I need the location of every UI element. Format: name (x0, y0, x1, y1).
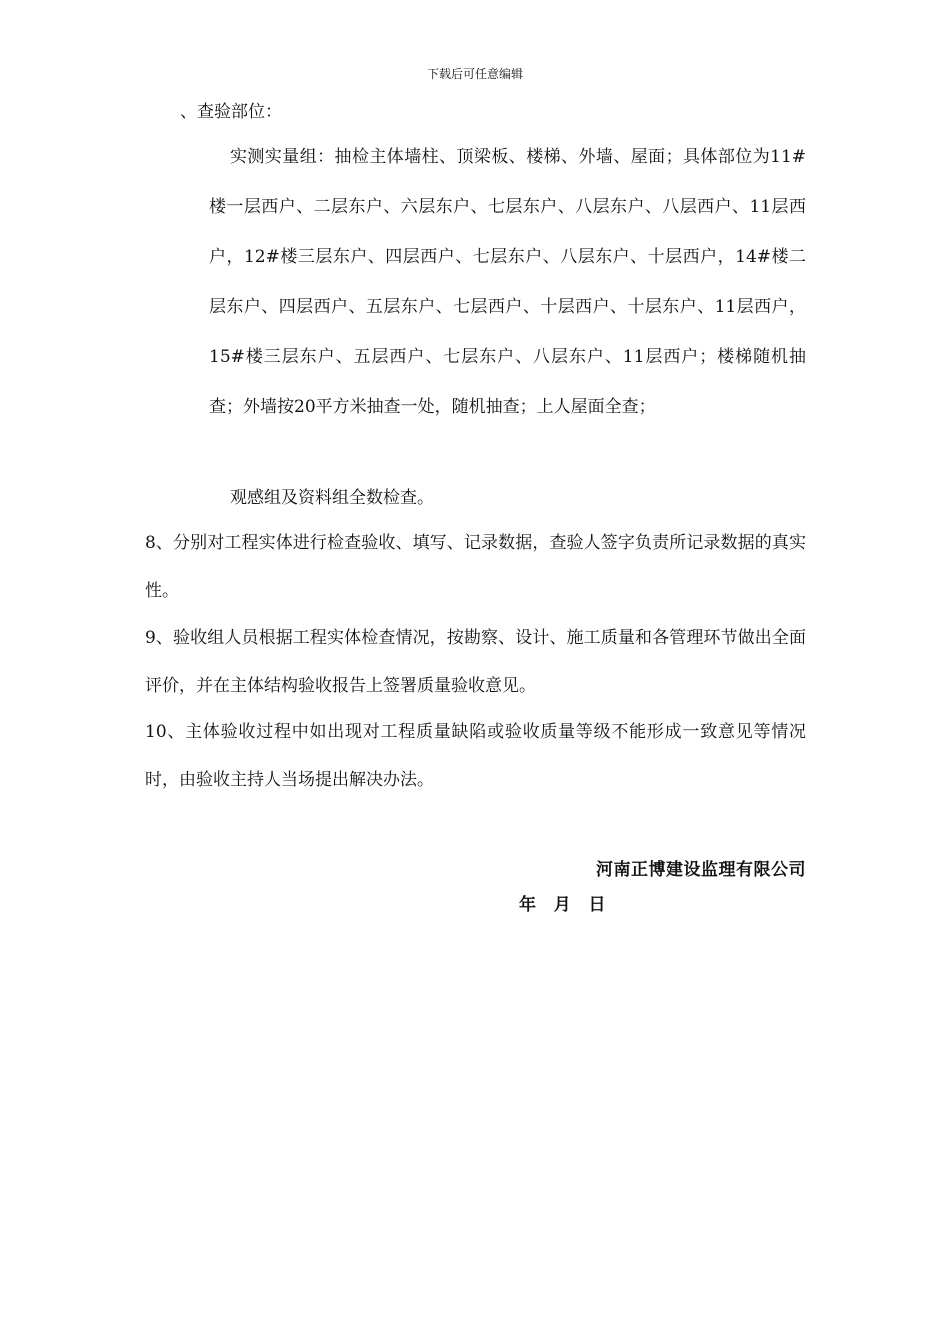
item-9-paragraph: 9、验收组人员根据工程实体检查情况，按勘察、设计、施工质量和各管理环节做出全面评价，并在主体结构验收报告上签署质量验收意见。 (145, 628, 806, 696)
date-line: 年 月 日 (519, 895, 606, 915)
visual-group-paragraph: 观感组及资料组全数检查。 (230, 488, 434, 508)
company-name: 河南正博建设监理有限公司 (596, 860, 806, 880)
section-heading: 、查验部位： (180, 102, 282, 122)
item-8-paragraph: 8、分别对工程实体进行检查验收、填写、记录数据，查验人签字负责所记录数据的真实性。 (145, 533, 806, 601)
measure-group-paragraph: 实测实量组：抽检主体墙柱、顶梁板、楼梯、外墙、屋面；具体部位为11#楼一层西户、二层东户、六层东户、七层东户、八层东户、八层西户、11层西户，12#楼三层东户、四层西户、七层东户、八层东户、十层西户，14#楼二层东户、四层西户、五层东户、七层西户、十层西户、十层东户、11层西户，15#楼三层东户、五层西户、七层东户、八层东户、11层西户；楼梯随机抽查；外墙按20平方米抽查一处，随机抽查；上人屋面全查； (209, 147, 806, 417)
item-10-paragraph: 10、主体验收过程中如出现对工程质量缺陷或验收质量等级不能形成一致意见等情况时，由验收主持人当场提出解决办法。 (145, 722, 806, 790)
header-note: 下载后可任意编辑 (426, 67, 523, 81)
